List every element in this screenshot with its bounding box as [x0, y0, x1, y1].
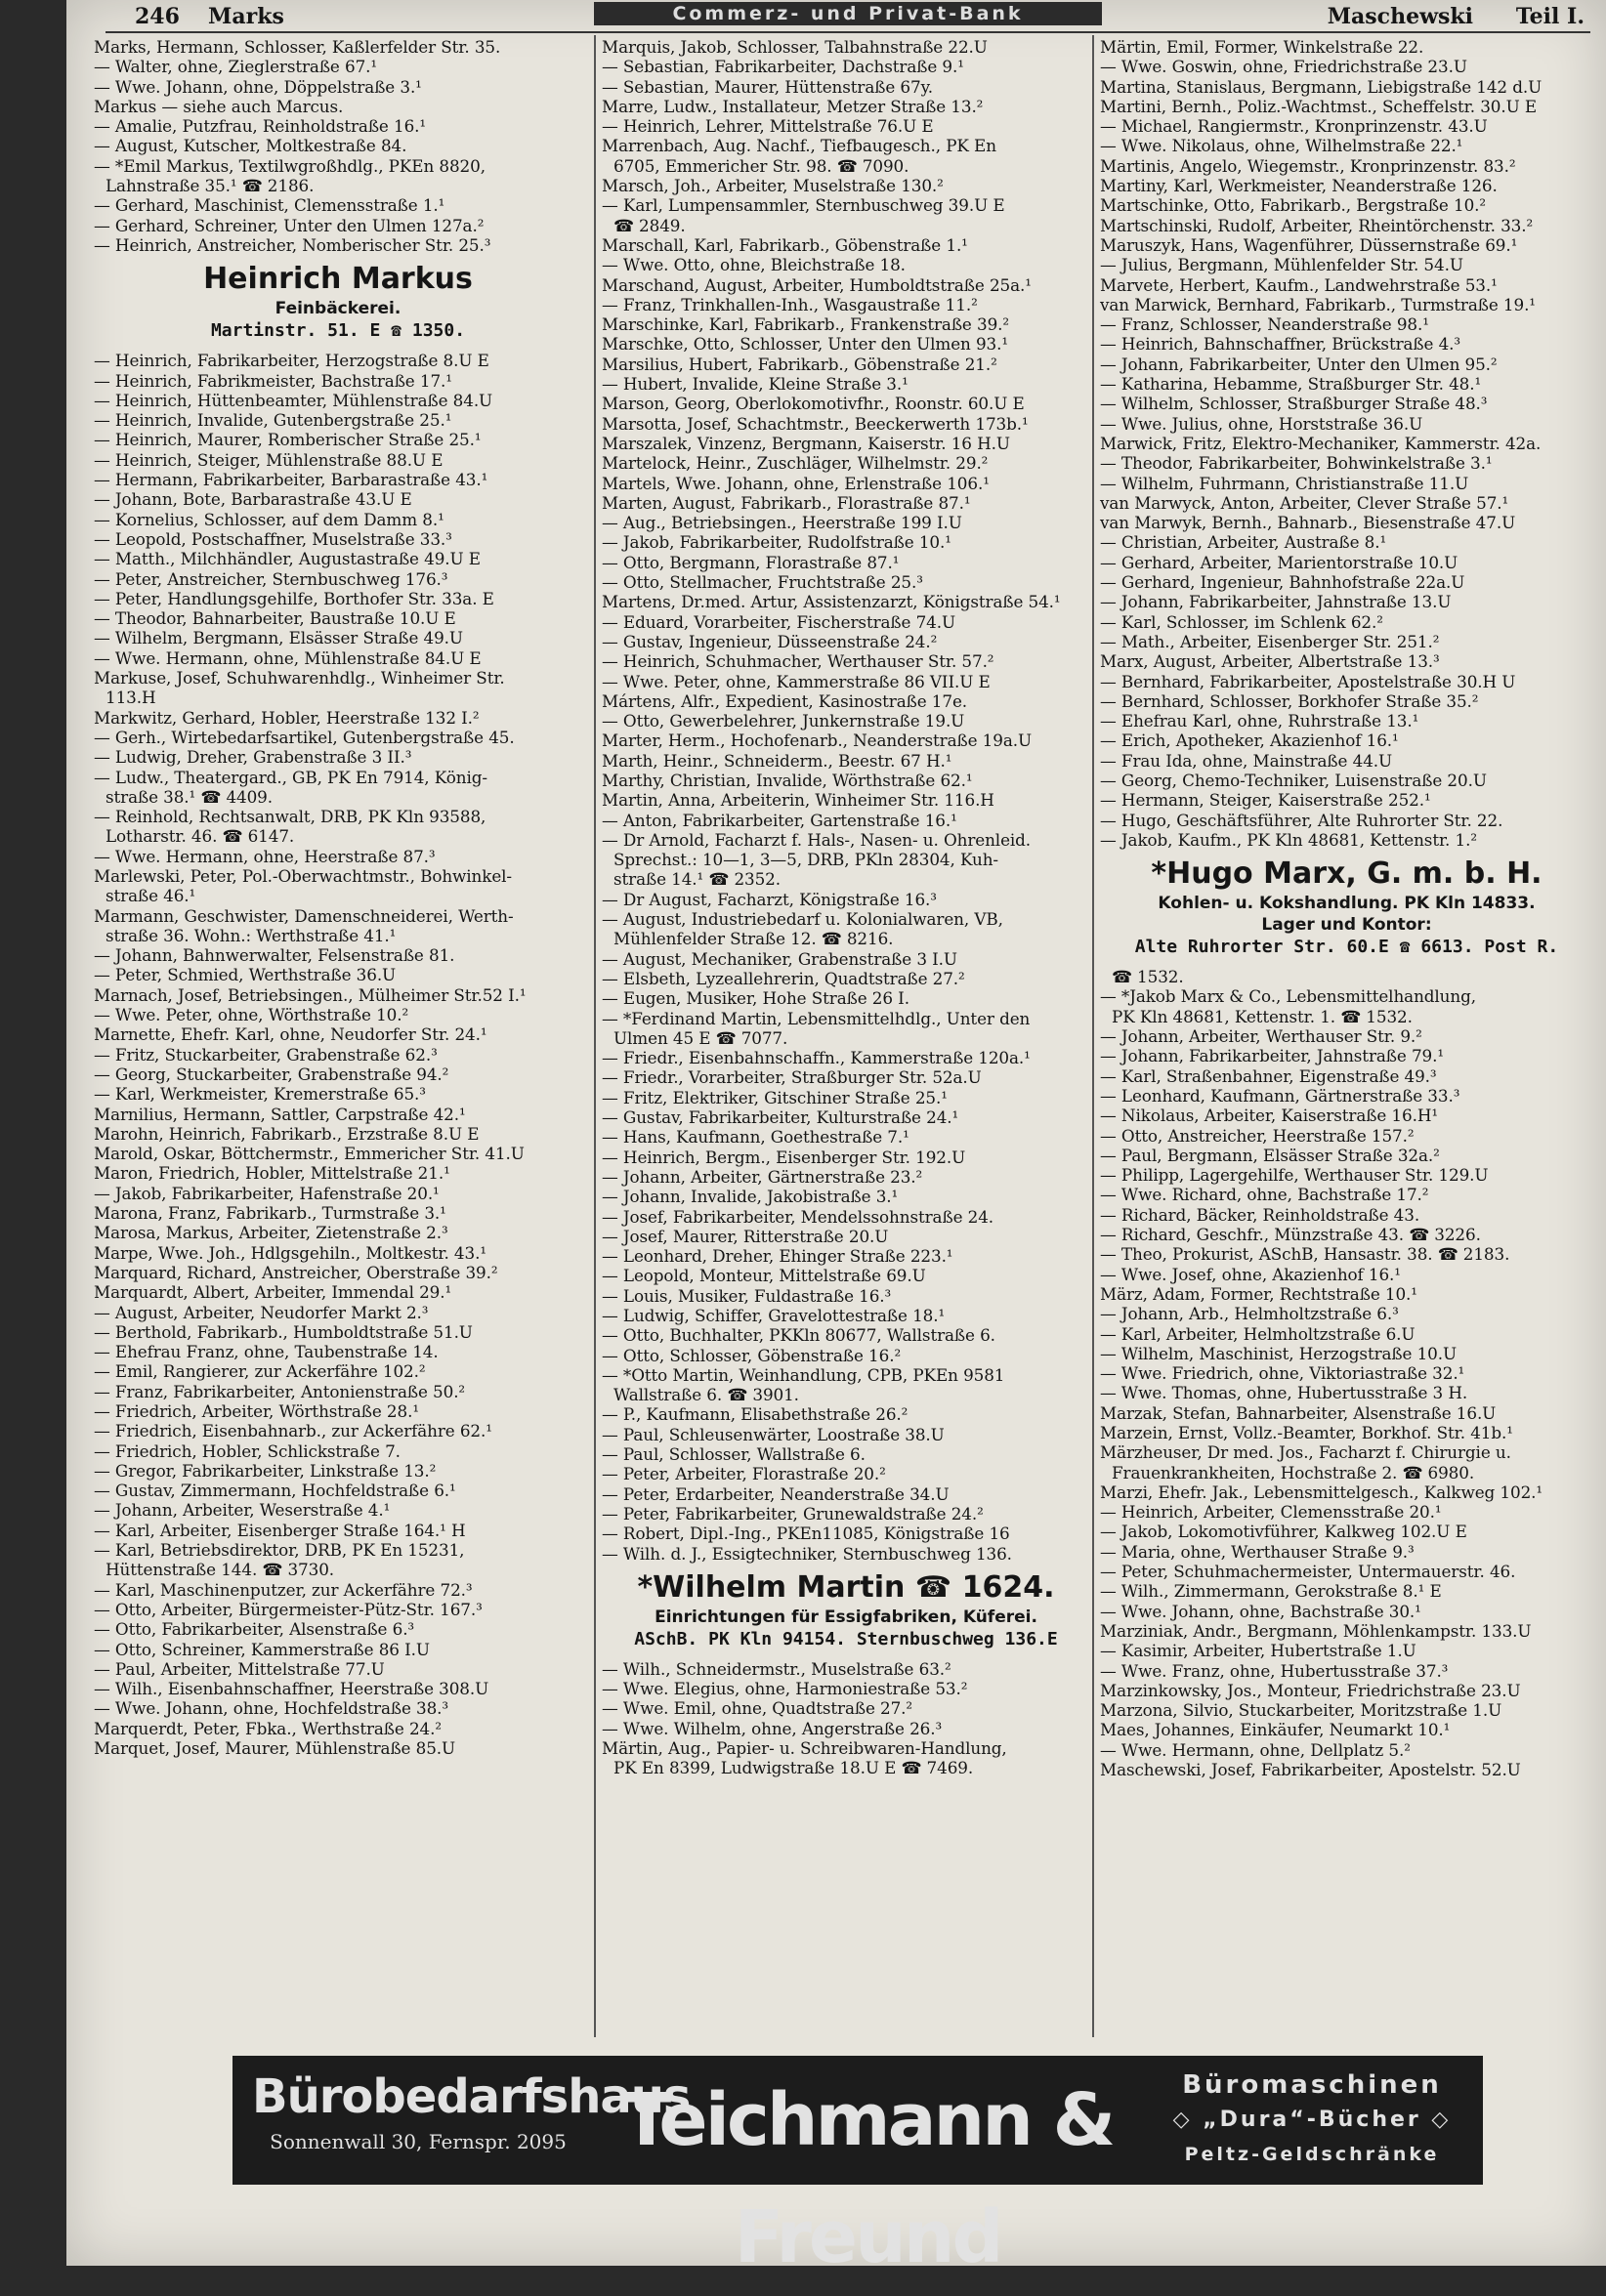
business-advertisement	[94, 261, 582, 343]
directory-page	[66, 0, 1606, 2279]
directory-entry: 113.H	[106, 688, 156, 708]
directory-entry: — Wwe. Wilhelm, ohne, Angerstraße 26.³	[602, 1718, 943, 1738]
directory-entry: Marzi, Ehefr. Jak., Lebensmittelgesch., Kalkweg 102.¹	[1100, 1482, 1543, 1502]
directory-entry: — Heinrich, Hüttenbeamter, Mühlenstraße 84.U	[94, 390, 493, 410]
directory-entry: — Wwe. Peter, ohne, Kammerstraße 86 VII.U E	[602, 671, 991, 691]
directory-entry: van Marwick, Bernhard, Fabrikarb., Turmstraße 19.¹	[1100, 294, 1536, 314]
column-2	[602, 37, 1090, 2029]
directory-entry: — Johann, Arbeiter, Weserstraße 4.¹	[94, 1500, 391, 1521]
directory-entry: — Amalie, Putzfrau, Reinholdstraße 16.¹	[94, 116, 427, 137]
directory-entry: — Gregor, Fabrikarbeiter, Linkstraße 13.²	[94, 1460, 437, 1481]
directory-entry: — Kasimir, Arbeiter, Hubertstraße 1.U	[1100, 1641, 1416, 1661]
directory-entry: — Reinhold, Rechtsanwalt, DRB, PK Kln 93588,	[94, 807, 486, 827]
directory-entry: — Friedr., Eisenbahnschaffn., Kammerstraße 120a.¹	[602, 1048, 1031, 1068]
directory-entry: — August, Arbeiter, Neudorfer Markt 2.³	[94, 1302, 429, 1322]
directory-entry: — *Emil Markus, Textilwgroßhdlg., PKEn 8820,	[94, 155, 486, 176]
directory-entry: — Karl, Arbeiter, Eisenberger Straße 164.¹ H	[94, 1520, 466, 1540]
directory-entry: — August, Kutscher, Moltkestraße 84.	[94, 136, 407, 156]
part-label: Teil I.	[1515, 4, 1585, 29]
directory-entry: — Ehefrau Karl, ohne, Ruhrstraße 13.¹	[1100, 711, 1419, 731]
directory-entry: Marpe, Wwe. Joh., Hdlgsgehiln., Moltkestr. 43.¹	[94, 1242, 486, 1263]
directory-entry: — Bernhard, Schlosser, Borkhofer Straße 35.²	[1100, 690, 1479, 711]
directory-entry: — Heinrich, Maurer, Romberischer Straße 25.¹	[94, 430, 482, 450]
directory-entry: Martschinke, Otto, Fabrikarb., Bergstraße 10.²	[1100, 195, 1487, 216]
directory-entry: Mühlenfelder Straße 12. ☎ 8216.	[613, 929, 894, 949]
directory-entry: — Gerhard, Ingenieur, Bahnhofstraße 22a.U	[1100, 572, 1465, 593]
directory-entry: — Wwe. Elegius, ohne, Harmoniestraße 53.²	[602, 1679, 968, 1699]
directory-entry: — Wilh., Zimmermann, Gerokstraße 8.¹ E	[1100, 1581, 1442, 1602]
directory-entry: — Karl, Lumpensammler, Sternbuschweg 39.U E	[602, 195, 1005, 216]
directory-entry: — Wwe. Johann, ohne, Bachstraße 30.¹	[1100, 1601, 1421, 1621]
column-divider	[1092, 35, 1094, 2037]
directory-entry: — Theodor, Fabrikarbeiter, Bohwinkelstraße 3.¹	[1100, 453, 1493, 474]
directory-entry: — Julius, Bergmann, Mühlenfelder Str. 54.U	[1100, 255, 1463, 275]
directory-entry: — Wilh., Schneidermstr., Muselstraße 63.²	[602, 1658, 951, 1679]
directory-entry: — Michael, Rangiermstr., Kronprinzenstr. 43.U	[1100, 116, 1488, 137]
directory-entry: — Anton, Fabrikarbeiter, Gartenstraße 16.¹	[602, 810, 957, 830]
column-divider	[594, 35, 596, 2037]
directory-entry: — *Otto Martin, Weinhandlung, CPB, PKEn 9581	[602, 1364, 1005, 1385]
directory-entry: — Dr Arnold, Facharzt f. Hals-, Nasen- u. Ohrenleid.	[602, 829, 1032, 850]
directory-entry: — Friedrich, Hobler, Schlickstraße 7.	[94, 1440, 401, 1461]
directory-entry: straße 36. Wohn.: Werthstraße 41.¹	[106, 925, 397, 945]
directory-entry: — Wwe. Hermann, ohne, Dellplatz 5.²	[1100, 1739, 1411, 1760]
directory-entry: — Christian, Arbeiter, Austraße 8.¹	[1100, 532, 1387, 553]
directory-entry: Marschall, Karl, Fabrikarb., Göbenstraße 1.¹	[602, 234, 968, 255]
directory-entry: — Philipp, Lagergehilfe, Werthauser Str. 129.U	[1100, 1165, 1489, 1186]
directory-entry: Marwick, Fritz, Elektro-Mechaniker, Kammerstr. 42a.	[1100, 433, 1542, 453]
directory-entry: — Ludwig, Dreher, Grabenstraße 3 II.³	[94, 747, 412, 768]
bank-strip: Commerz- und Privat-Bank	[594, 2, 1102, 25]
column-3	[1100, 37, 1593, 2029]
directory-entry: Marquardt, Albert, Arbeiter, Immendal 29.¹	[94, 1282, 452, 1303]
banner-right-line-3: Peltz-Geldschränke	[1184, 2144, 1440, 2165]
directory-entry: — Johann, Arb., Helmholtzstraße 6.³	[1100, 1304, 1399, 1324]
directory-entry: Sprechst.: 10—1, 3—5, DRB, PKln 28304, Kuh-	[613, 850, 998, 870]
directory-entry: — Heinrich, Anstreicher, Nomberischer Str. 25.³	[94, 234, 491, 255]
page-number: 246	[135, 4, 180, 29]
directory-entry: Marsilius, Hubert, Fabrikarb., Göbenstraße 21.²	[602, 354, 997, 374]
directory-entry: Maes, Johannes, Einkäufer, Neumarkt 10.¹	[1100, 1720, 1451, 1740]
directory-entry: — Johann, Arbeiter, Gärtnerstraße 23.²	[602, 1166, 923, 1187]
directory-entry: — Paul, Schlosser, Wallstraße 6.	[602, 1444, 866, 1465]
directory-entry: — Karl, Werkmeister, Kremerstraße 65.³	[94, 1084, 426, 1105]
directory-entry: — Otto, Bergmann, Florastraße 87.¹	[602, 552, 900, 572]
ad-trade-2: Lager und Kontor:	[1261, 915, 1432, 936]
directory-entry: — Josef, Maurer, Ritterstraße 20.U	[602, 1226, 889, 1246]
directory-entry: — Johann, Invalide, Jakobistraße 3.¹	[602, 1187, 899, 1207]
directory-entry: — Bernhard, Fabrikarbeiter, Apostelstraße 30.H U	[1100, 671, 1516, 691]
directory-entry: — Friedr., Vorarbeiter, Straßburger Str. 52a.U	[602, 1067, 982, 1088]
directory-entry: — Ludwig, Schiffer, Gravelottestraße 18.¹	[602, 1306, 946, 1325]
ad-business-name: Heinrich Markus	[203, 262, 473, 297]
directory-entry: Marnette, Ehefr. Karl, ohne, Neudorfer Str. 24.¹	[94, 1024, 487, 1045]
directory-entry: — *Ferdinand Martin, Lebensmittelhdlg., Unter den	[602, 1008, 1031, 1028]
directory-entry: Markuse, Josef, Schuhwarenhdlg., Winheimer Str.	[94, 668, 505, 689]
directory-entry: — Leonhard, Dreher, Ehinger Straße 223.¹	[602, 1246, 953, 1267]
directory-entry: ☎ 2849.	[613, 215, 686, 235]
directory-entry: Marschinke, Karl, Fabrikarb., Frankenstraße 39.²	[602, 314, 1010, 335]
directory-entry: — Wwe. Friedrich, ohne, Viktoriastraße 32.¹	[1100, 1363, 1465, 1384]
directory-entry: — Eduard, Vorarbeiter, Fischerstraße 74.U	[602, 611, 956, 632]
directory-entry: Marter, Herm., Hochofenarb., Neanderstraße 19a.U	[602, 731, 1033, 751]
directory-entry: ☎ 1532.	[1112, 967, 1184, 987]
directory-entry: — Wwe. Emil, ohne, Quadtstraße 27.²	[602, 1698, 913, 1719]
directory-entry: März, Adam, Former, Rechtstraße 10.¹	[1100, 1283, 1417, 1304]
directory-entry: — Wwe. Peter, ohne, Wörthstraße 10.²	[94, 1005, 409, 1025]
directory-entry: — August, Industriebedarf u. Kolonialwaren, VB,	[602, 909, 1003, 930]
directory-entry: — Otto, Gewerbelehrer, Junkernstraße 19.U	[602, 711, 965, 731]
directory-entry: Marold, Oskar, Böttchermstr., Emmericher Str. 41.U	[94, 1144, 525, 1164]
directory-entry: — Peter, Schmied, Werthstraße 36.U	[94, 965, 397, 985]
directory-entry: Frauenkrankheiten, Hochstraße 2. ☎ 6980.	[1112, 1462, 1475, 1482]
directory-entry: — Josef, Fabrikarbeiter, Mendelssohnstraße 24.	[602, 1206, 994, 1227]
directory-entry: — Leopold, Monteur, Mittelstraße 69.U	[602, 1266, 926, 1286]
directory-entry: Wallstraße 6. ☎ 3901.	[613, 1385, 799, 1405]
directory-entry: — Math., Arbeiter, Eisenberger Str. 251.²	[1100, 631, 1440, 651]
directory-entry: van Marwyck, Anton, Arbeiter, Clever Straße 57.¹	[1100, 492, 1509, 513]
directory-entry: Marvete, Herbert, Kaufm., Landwehrstraße 53.¹	[1100, 274, 1498, 295]
directory-entry: — Wwe. Johann, ohne, Hochfeldstraße 38.³	[94, 1698, 449, 1719]
directory-entry: — Wwe. Franz, ohne, Hubertusstraße 37.³	[1100, 1660, 1449, 1681]
directory-entry: — Heinrich, Lehrer, Mittelstraße 76.U E	[602, 116, 934, 137]
directory-entry: Marziniak, Andr., Bergmann, Möhlenkampstr. 133.U	[1100, 1620, 1532, 1641]
directory-entry: — Wwe. Goswin, ohne, Friedrichstraße 23.U	[1100, 57, 1467, 77]
directory-entry: Marschke, Otto, Schlosser, Unter den Ulmen 93.¹	[602, 334, 1008, 355]
directory-entry: — Sebastian, Fabrikarbeiter, Dachstraße 9.¹	[602, 57, 964, 77]
directory-entry: straße 38.¹ ☎ 4409.	[106, 786, 273, 807]
directory-entry: — Wilhelm, Maschinist, Herzogstraße 10.U	[1100, 1343, 1458, 1363]
column-1	[94, 37, 582, 2029]
directory-entry: — Otto, Schreiner, Kammerstraße 86 I.U	[94, 1639, 430, 1659]
banner-left-address: Sonnenwall 30, Fernspr. 2095	[270, 2130, 567, 2153]
directory-entry: Marson, Georg, Oberlokomotivfhr., Roonstr. 60.U E	[602, 394, 1025, 414]
directory-entry: Marre, Ludw., Installateur, Metzer Straße 13.²	[602, 96, 984, 116]
directory-entry: — Wilh. d. J., Essigtechniker, Sternbuschweg 136.	[602, 1543, 1012, 1564]
directory-entry: — Fritz, Stuckarbeiter, Grabenstraße 62.³	[94, 1044, 438, 1065]
directory-entry: Marnach, Josef, Betriebsingen., Mülheimer Str.52 I.¹	[94, 984, 527, 1005]
directory-entry: — Johann, Fabrikarbeiter, Unter den Ulmen 95.²	[1100, 354, 1498, 374]
directory-entry: — Jakob, Kaufm., PK Kln 48681, Kettenstr. 1.²	[1100, 829, 1477, 850]
directory-entry: — Wilh., Eisenbahnschaffner, Heerstraße 308.U	[94, 1679, 489, 1699]
directory-entry: — Franz, Schlosser, Neanderstraße 98.¹	[1100, 314, 1429, 335]
directory-entry: Ulmen 45 E ☎ 7077.	[613, 1027, 788, 1048]
directory-entry: Marona, Franz, Fabrikarb., Turmstraße 3.¹	[94, 1203, 446, 1224]
directory-entry: — Gustav, Ingenieur, Düsseenstraße 24.²	[602, 631, 938, 651]
directory-entry: Marks, Hermann, Schlosser, Kaßlerfelder Str. 35.	[94, 37, 501, 57]
directory-entry: — Wwe. Julius, ohne, Horststraße 36.U	[1100, 413, 1423, 434]
directory-entry: — Heinrich, Fabrikarbeiter, Herzogstraße 8.U E	[94, 351, 489, 371]
directory-entry: — Karl, Arbeiter, Helmholtzstraße 6.U	[1100, 1323, 1416, 1344]
directory-entry: straße 14.¹ ☎ 2352.	[613, 869, 781, 890]
directory-entry: — Wwe. Nikolaus, ohne, Wilhelmstraße 22.¹	[1100, 136, 1463, 156]
directory-entry: Martschinski, Rudolf, Arbeiter, Rheintörchenstr. 33.²	[1100, 215, 1534, 235]
directory-entry: Marzak, Stefan, Bahnarbeiter, Alsenstraße 16.U	[1100, 1402, 1497, 1423]
directory-entry: Marquet, Josef, Maurer, Mühlenstraße 85.U	[94, 1738, 456, 1759]
directory-entry: — Friedrich, Eisenbahnarb., zur Ackerfähre 62.¹	[94, 1421, 492, 1441]
directory-entry: — Johann, Fabrikarbeiter, Jahnstraße 79.¹	[1100, 1046, 1444, 1066]
ad-address: Alte Ruhrorter Str. 60.E ☎ 6613. Post R.	[1134, 937, 1559, 958]
ad-trade: Kohlen- u. Kokshandlung. PK Kln 14833.	[1158, 894, 1536, 914]
directory-entry: Martini, Bernh., Poliz.-Wachtmst., Scheffelstr. 30.U E	[1100, 96, 1538, 116]
directory-entry: — Wwe. Josef, ohne, Akazienhof 16.¹	[1100, 1264, 1401, 1284]
directory-entry: — Elsbeth, Lyzeallehrerin, Quadtstraße 27.²	[602, 968, 965, 988]
directory-entry: — Wwe. Hermann, ohne, Heerstraße 87.³	[94, 846, 436, 866]
directory-entry: — Richard, Geschfr., Münzstraße 43. ☎ 3226.	[1100, 1225, 1481, 1245]
directory-entry: Lahnstraße 35.¹ ☎ 2186.	[106, 176, 315, 196]
running-head-left: Marks	[208, 4, 284, 29]
directory-entry: — Peter, Handlungsgehilfe, Borthofer Str. 33a. E	[94, 588, 494, 608]
directory-entry: — Georg, Chemo-Techniker, Luisenstraße 20.U	[1100, 770, 1487, 790]
directory-entry: Marzona, Silvio, Stuckarbeiter, Moritzstraße 1.U	[1100, 1700, 1502, 1721]
business-advertisement	[1100, 856, 1593, 959]
directory-entry: — Katharina, Hebamme, Straßburger Str. 48.¹	[1100, 374, 1482, 395]
directory-entry: — Gerh., Wirtebedarfsartikel, Gutenbergstraße 45.	[94, 727, 515, 747]
directory-entry: — Otto, Buchhalter, PKKln 80677, Wallstraße 6.	[602, 1325, 995, 1346]
directory-entry: — Paul, Bergmann, Elsässer Straße 32a.²	[1100, 1145, 1440, 1165]
directory-entry: Marten, August, Fabrikarb., Florastraße 87.¹	[602, 492, 971, 513]
directory-entry: — Wilhelm, Fuhrmann, Christianstraße 11.U	[1100, 473, 1469, 493]
directory-entry: — *Jakob Marx & Co., Lebensmittelhandlung,	[1100, 986, 1476, 1007]
directory-entry: — Jakob, Fabrikarbeiter, Rudolfstraße 10.¹	[602, 532, 951, 553]
directory-entry: Mártens, Alfr., Expedient, Kasinostraße 17e.	[602, 690, 968, 711]
directory-entry: — Johann, Arbeiter, Werthauser Str. 9.²	[1100, 1026, 1422, 1047]
directory-entry: — Franz, Fabrikarbeiter, Antonienstraße 50.²	[94, 1381, 466, 1401]
directory-entry: Marthy, Christian, Invalide, Wörthstraße 62.¹	[602, 770, 973, 790]
directory-entry: Marlewski, Peter, Pol.-Oberwachtmstr., Bohwinkel-	[94, 865, 513, 886]
directory-entry: — Hubert, Invalide, Kleine Straße 3.¹	[602, 374, 909, 395]
directory-entry: — Gustav, Zimmermann, Hochfeldstraße 6.¹	[94, 1481, 456, 1501]
directory-entry: — Peter, Erdarbeiter, Neanderstraße 34.U	[602, 1483, 950, 1504]
directory-entry: — Gustav, Fabrikarbeiter, Kulturstraße 24.¹	[602, 1107, 959, 1128]
directory-entry: — Wwe. Hermann, ohne, Mühlenstraße 84.U E	[94, 647, 482, 668]
directory-entry: — Gerhard, Schreiner, Unter den Ulmen 127a.²	[94, 215, 485, 235]
directory-entry: — Peter, Arbeiter, Florastraße 20.²	[602, 1464, 886, 1484]
directory-entry: Martiny, Karl, Werkmeister, Neanderstraße 126.	[1100, 176, 1498, 196]
directory-entry: Marquard, Richard, Anstreicher, Oberstraße 39.²	[94, 1262, 498, 1282]
banner-left	[252, 2067, 691, 2157]
directory-entry: — Aug., Betriebsingen., Heerstraße 199 I.U	[602, 513, 962, 533]
advertisement-banner	[232, 2056, 1483, 2279]
directory-entry: — Johann, Bote, Barbarastraße 43.U E	[94, 489, 412, 510]
directory-entry: Marzinkowsky, Jos., Monteur, Friedrichstraße 23.U	[1100, 1680, 1521, 1700]
directory-entry: — Karl, Maschinenputzer, zur Ackerfähre 72.³	[94, 1579, 473, 1600]
directory-entry: — Franz, Trinkhallen-Inh., Wasgaustraße 11.²	[602, 294, 978, 314]
directory-entry: Maschewski, Josef, Fabrikarbeiter, Apostelstr. 52.U	[1100, 1760, 1521, 1780]
directory-entry: — Louis, Musiker, Fuldastraße 16.³	[602, 1285, 892, 1306]
directory-entry: — Otto, Schlosser, Göbenstraße 16.²	[602, 1345, 902, 1365]
running-head-right: Maschewski	[1327, 4, 1473, 29]
directory-entry: — Erich, Apotheker, Akazienhof 16.¹	[1100, 731, 1399, 751]
directory-entry: — Heinrich, Bergm., Eisenberger Str. 192.U	[602, 1147, 966, 1167]
directory-entry: Marmann, Geschwister, Damenschneiderei, Werth-	[94, 905, 514, 926]
directory-entry: — Berthold, Fabrikarb., Humboldtstraße 51.U	[94, 1321, 473, 1342]
directory-entry: PK En 8399, Ludwigstraße 18.U E ☎ 7469.	[613, 1758, 974, 1778]
directory-entry: Martelock, Heinr., Zuschläger, Wilhelmstr. 29.²	[602, 453, 989, 474]
directory-entry: Marohn, Heinrich, Fabrikarb., Erzstraße 8.U E	[94, 1123, 480, 1144]
directory-entry: — Sebastian, Maurer, Hüttenstraße 67y.	[602, 76, 933, 97]
directory-entry: — Otto, Arbeiter, Bürgermeister-Pütz-Str. 167.³	[94, 1599, 483, 1619]
directory-entry: 6705, Emmericher Str. 98. ☎ 7090.	[613, 155, 909, 176]
directory-entry: — Wilhelm, Schlosser, Straßburger Straße 48.³	[1100, 394, 1488, 414]
banner-left-title: Bürobedarfshaus	[252, 2069, 691, 2124]
directory-entry: Lotharstr. 46. ☎ 6147.	[106, 826, 295, 847]
directory-entry: Märzheuser, Dr med. Jos., Facharzt f. Chirurgie u.	[1100, 1442, 1511, 1463]
directory-entry: — Eugen, Musiker, Hohe Straße 26 I.	[602, 988, 909, 1009]
directory-entry: — Jakob, Fabrikarbeiter, Hafenstraße 20.¹	[94, 1183, 440, 1203]
directory-entry: Marzein, Ernst, Vollz.-Beamter, Borkhof. Str. 41b.¹	[1100, 1423, 1513, 1442]
directory-entry: — August, Mechaniker, Grabenstraße 3 I.U	[602, 948, 957, 969]
directory-entry: — Matth., Milchhändler, Augustastraße 49.U E	[94, 549, 481, 569]
banner-right	[1156, 2067, 1468, 2171]
directory-entry: — Heinrich, Invalide, Gutenbergstraße 25.¹	[94, 410, 452, 431]
directory-entry: — Wwe. Otto, ohne, Bleichstraße 18.	[602, 255, 906, 275]
directory-entry: Marschand, August, Arbeiter, Humboldtstraße 25a.¹	[602, 274, 1032, 295]
banner-company-name: Teichmann & Freund	[621, 2078, 1114, 2279]
directory-entry: — Heinrich, Bahnschaffner, Brückstraße 4.³	[1100, 334, 1461, 355]
directory-entry: — Hans, Kaufmann, Goethestraße 7.¹	[602, 1127, 909, 1148]
directory-entry: — Paul, Arbeiter, Mittelstraße 77.U	[94, 1658, 385, 1679]
business-advertisement	[602, 1569, 1090, 1651]
directory-entry: — Maria, ohne, Werthauser Straße 9.³	[1100, 1541, 1415, 1562]
directory-entry: — P., Kaufmann, Elisabethstraße 26.²	[602, 1404, 909, 1425]
directory-entry: Martens, Dr.med. Artur, Assistenzarzt, Königstraße 54.¹	[602, 592, 1061, 612]
ad-trade: Feinbäckerei.	[275, 299, 402, 319]
directory-entry: — Otto, Anstreicher, Heerstraße 157.²	[1100, 1125, 1415, 1146]
directory-entry: Marth, Heinr., Schneiderm., Beestr. 67 H.¹	[602, 750, 952, 771]
directory-entry: van Marwyk, Bernh., Bahnarb., Biesenstraße 47.U	[1100, 513, 1516, 533]
page-header	[106, 2, 1590, 33]
directory-entry: — Richard, Bäcker, Reinholdstraße 43.	[1100, 1204, 1420, 1225]
directory-entry: — Otto, Stellmacher, Fruchtstraße 25.³	[602, 572, 923, 593]
directory-entry: — Wwe. Thomas, ohne, Hubertusstraße 3 H.	[1100, 1383, 1468, 1403]
directory-entry: — Hugo, Geschäftsführer, Alte Ruhrorter Str. 22.	[1100, 810, 1503, 830]
directory-entry: — Robert, Dipl.-Ing., PKEn11085, Königstraße 16	[602, 1524, 1010, 1544]
directory-entry: — Gerhard, Maschinist, Clemensstraße 1.¹	[94, 195, 445, 216]
directory-entry: — Dr August, Facharzt, Königstraße 16.³	[602, 889, 937, 909]
directory-entry: Maron, Friedrich, Hobler, Mittelstraße 21.¹	[94, 1163, 450, 1184]
directory-entry: Hüttenstraße 144. ☎ 3730.	[106, 1560, 335, 1580]
directory-entry: — Fritz, Elektriker, Gitschiner Straße 25.¹	[602, 1087, 948, 1107]
directory-entry: — Heinrich, Schuhmacher, Werthauser Str. 57.²	[602, 651, 994, 672]
directory-entry: — Ludw., Theatergard., GB, PK En 7914, König-	[94, 767, 487, 787]
directory-entry: — Johann, Fabrikarbeiter, Jahnstraße 13.U	[1100, 592, 1452, 612]
directory-entry: Marosa, Markus, Arbeiter, Zietenstraße 2.³	[94, 1223, 448, 1243]
directory-entry: — Theo, Prokurist, ASchB, Hansastr. 38. ☎ 2183.	[1100, 1244, 1510, 1265]
directory-entry: — Karl, Schlosser, im Schlenk 62.²	[1100, 611, 1383, 632]
directory-entry: — Walter, ohne, Zieglerstraße 67.¹	[94, 57, 378, 77]
directory-entry: — Heinrich, Steiger, Mühlenstraße 88.U E	[94, 449, 444, 470]
directory-entry: — Leonhard, Kaufmann, Gärtnerstraße 33.³	[1100, 1085, 1460, 1106]
directory-entry: Martinis, Angelo, Wiegemstr., Kronprinzenstr. 83.²	[1100, 155, 1516, 176]
directory-entry: — Heinrich, Arbeiter, Clemensstraße 20.¹	[1100, 1502, 1442, 1523]
directory-entry: Märtin, Aug., Papier- u. Schreibwaren-Handlung,	[602, 1738, 1007, 1759]
directory-entry: — Hermann, Fabrikarbeiter, Barbarastraße 43.¹	[94, 470, 488, 490]
directory-entry: Marsch, Joh., Arbeiter, Muselstraße 130.²	[602, 176, 944, 196]
directory-entry: Markwitz, Gerhard, Hobler, Heerstraße 132 I.²	[94, 707, 480, 728]
directory-entry: — Gerhard, Arbeiter, Marientorstraße 10.U	[1100, 552, 1458, 572]
directory-entry: — Jakob, Lokomotivführer, Kalkweg 102.U E	[1100, 1522, 1467, 1542]
directory-entry: — Hermann, Steiger, Kaiserstraße 252.¹	[1100, 790, 1431, 811]
directory-entry: — Frau Ida, ohne, Mainstraße 44.U	[1100, 750, 1393, 771]
directory-entry: Marsotta, Josef, Schachtmstr., Beeckerwerth 173b.¹	[602, 413, 1029, 434]
directory-entry: — Theodor, Bahnarbeiter, Baustraße 10.U E	[94, 608, 456, 629]
directory-entry: Marx, August, Arbeiter, Albertstraße 13.³	[1100, 651, 1440, 672]
directory-entry: — Kornelius, Schlosser, auf dem Damm 8.¹	[94, 509, 444, 529]
directory-entry: straße 46.¹	[106, 886, 196, 906]
directory-entry: Marszalek, Vinzenz, Bergmann, Kaiserstr. 16 H.U	[602, 433, 1010, 453]
ad-address: ASchB. PK Kln 94154. Sternbuschweg 136.E	[634, 1628, 1058, 1649]
directory-entry: Märtin, Emil, Former, Winkelstraße 22.	[1100, 37, 1424, 57]
directory-entry: Markus — siehe auch Marcus.	[94, 96, 344, 116]
directory-entry: Marrenbach, Aug. Nachf., Tiefbaugesch., PK En	[602, 136, 996, 156]
directory-entry: — Emil, Rangierer, zur Ackerfähre 102.²	[94, 1361, 426, 1382]
directory-entry: — Wwe. Johann, ohne, Döppelstraße 3.¹	[94, 76, 422, 97]
ad-address: Martinstr. 51. E ☎ 1350.	[210, 320, 466, 342]
directory-entry: — Ehefrau Franz, ohne, Taubenstraße 14.	[94, 1342, 439, 1362]
ad-business-name: *Wilhelm Martin ☎ 1624.	[637, 1569, 1055, 1605]
directory-entry: — Karl, Betriebsdirektor, DRB, PK En 15231,	[94, 1540, 465, 1561]
directory-entry: — Karl, Straßenbahner, Eigenstraße 49.³	[1100, 1065, 1437, 1086]
ad-business-name: *Hugo Marx, G. m. b. H.	[1151, 856, 1543, 892]
directory-entry: Martina, Stanislaus, Bergmann, Liebigstraße 142 d.U	[1100, 76, 1543, 97]
directory-entry: — Peter, Schuhmachermeister, Untermauerstr. 46.	[1100, 1562, 1516, 1582]
directory-entry: Maruszyk, Hans, Wagenführer, Düssernstraße 69.¹	[1100, 234, 1518, 255]
directory-entry: — Johann, Bahnwerwalter, Felsenstraße 81.	[94, 945, 455, 966]
directory-entry: — Friedrich, Arbeiter, Wörthstraße 28.¹	[94, 1401, 419, 1421]
directory-entry: Marquis, Jakob, Schlosser, Talbahnstraße 22.U	[602, 37, 988, 57]
banner-right-line-1: Büromaschinen	[1182, 2070, 1442, 2100]
directory-entry: PK Kln 48681, Kettenstr. 1. ☎ 1532.	[1112, 1006, 1413, 1026]
directory-entry: — Leopold, Postschaffner, Muselstraße 33.³	[94, 528, 452, 549]
banner-right-line-2: ◇ „Dura“-Bücher ◇	[1172, 2108, 1452, 2132]
directory-entry: — Wwe. Richard, ohne, Bachstraße 17.²	[1100, 1185, 1429, 1205]
directory-entry: Martin, Anna, Arbeiterin, Winheimer Str. 116.H	[602, 790, 994, 811]
directory-entry: Martels, Wwe. Johann, ohne, Erlenstraße 106.¹	[602, 473, 990, 493]
directory-entry: — Otto, Fabrikarbeiter, Alsenstraße 6.³	[94, 1619, 415, 1640]
directory-entry: — Wilhelm, Bergmann, Elsässer Straße 49.U	[94, 628, 463, 648]
directory-entry: — Heinrich, Fabrikmeister, Bachstraße 17.¹	[94, 370, 452, 391]
directory-entry: — Peter, Fabrikarbeiter, Grunewaldstraße 24.²	[602, 1503, 984, 1524]
directory-entry: Marquerdt, Peter, Fbka., Werthstraße 24.²	[94, 1718, 442, 1738]
directory-entry: Marnilius, Hermann, Sattler, Carpstraße 42.¹	[94, 1104, 466, 1124]
directory-entry: — Georg, Stuckarbeiter, Grabenstraße 94.²	[94, 1064, 449, 1084]
directory-entry: — Nikolaus, Arbeiter, Kaiserstraße 16.H¹	[1100, 1106, 1438, 1126]
ad-trade: Einrichtungen für Essigfabriken, Küferei.	[655, 1607, 1037, 1627]
directory-entry: — Paul, Schleusenwärter, Loostraße 38.U	[602, 1424, 945, 1444]
directory-entry: — Peter, Anstreicher, Sternbuschweg 176.³	[94, 568, 448, 589]
